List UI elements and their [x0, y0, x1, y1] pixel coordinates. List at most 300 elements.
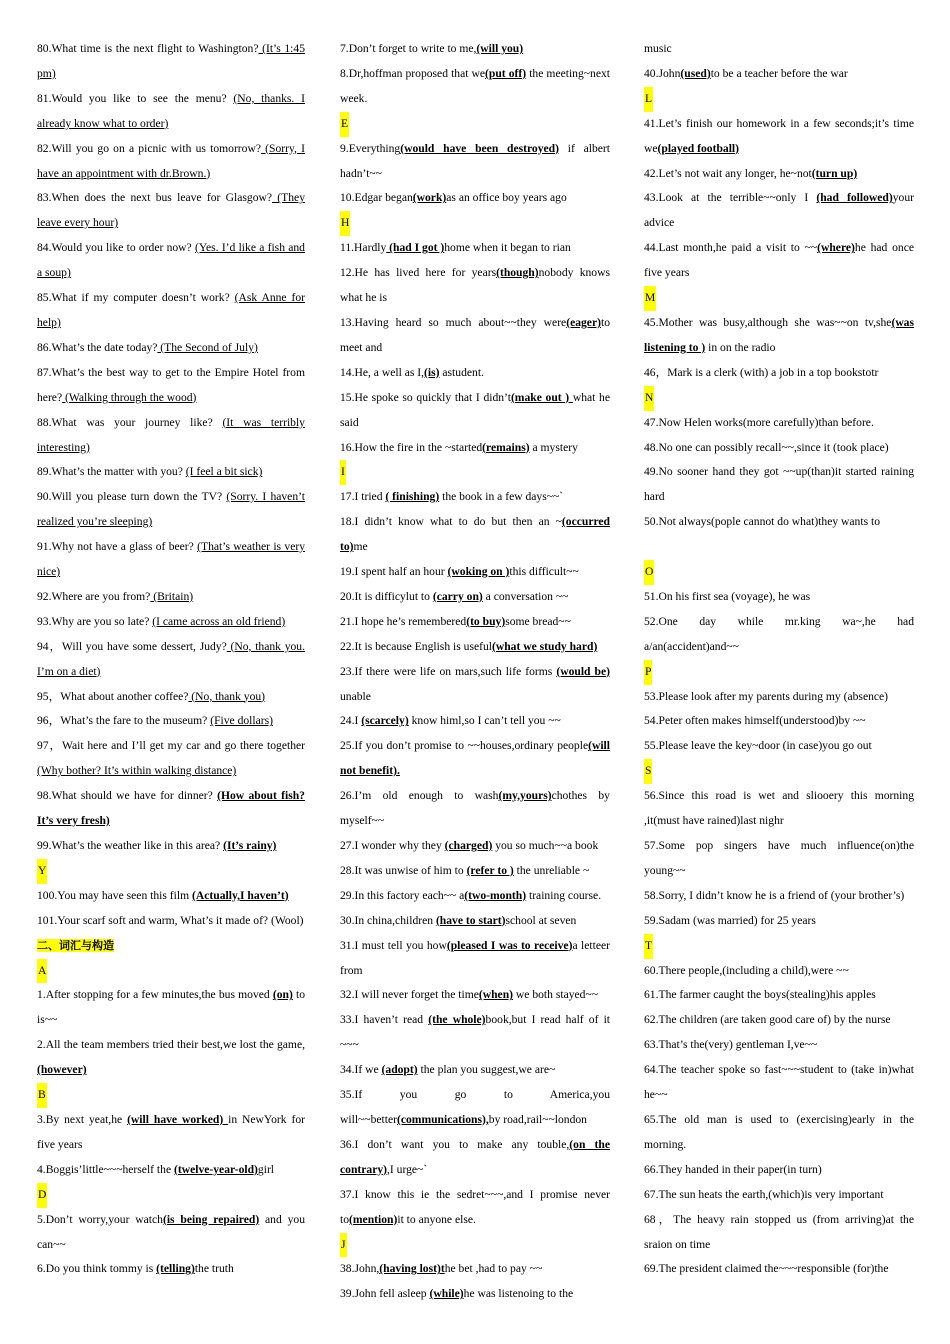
- question-item: [340, 236, 610, 261]
- answer-text: (communications),: [396, 1112, 489, 1126]
- question-text: 99.What’s the weather like in this area?: [37, 839, 224, 852]
- question-text: 49.No sooner hand they got ~~up(than)it started raining hard: [644, 465, 914, 504]
- question-text: 101.Your scarf soft and warm, What’s it made of? (Wool): [37, 913, 304, 927]
- question-item: [644, 1183, 914, 1208]
- question-text: book,but I read half of it ~~~: [340, 1013, 611, 1052]
- answer-text: (Actually,I haven’t): [192, 888, 289, 902]
- question-text: 23.If there were life on mars,such life forms: [340, 664, 557, 678]
- question-text: 36.I don’t want you to make any touble,: [340, 1137, 570, 1151]
- question-text: home when it began to rian: [444, 241, 571, 255]
- column-middle: [340, 37, 610, 1307]
- question-item: [340, 311, 610, 361]
- question-item: [340, 784, 610, 834]
- question-item: [37, 1158, 305, 1183]
- question-text: 69.The president claimed the~~~responsible (for)the: [644, 1262, 889, 1276]
- question-text: to is~~: [37, 988, 305, 1027]
- highlighted-letter: J: [340, 1233, 347, 1258]
- question-text: 59.Sadam (was married) for 25 years: [644, 913, 816, 927]
- question-item: [340, 62, 610, 112]
- question-item: [340, 510, 610, 560]
- highlighted-letter: D: [37, 1183, 47, 1208]
- answer-text: (Sorry, I have an appointment with dr.Brown.): [37, 141, 305, 180]
- question-item: [644, 311, 914, 361]
- question-text: 35.If you go to America,you will~~better: [340, 1088, 610, 1126]
- answer-text: (while): [429, 1287, 464, 1301]
- question-item: [644, 510, 914, 535]
- highlighted-letter: I: [340, 460, 346, 485]
- answer-text: (Five dollars): [210, 714, 274, 728]
- question-text: 48.No one can possibly recall~~,since it (took place): [644, 440, 889, 454]
- question-text: 9.Everything: [340, 141, 401, 155]
- question-text: 34.If we: [340, 1063, 382, 1077]
- question-text: me: [353, 540, 368, 554]
- question-text: 32.I will never forget the time: [340, 988, 479, 1002]
- question-text: a conversation ~~: [482, 589, 569, 603]
- section-letter: [340, 460, 610, 485]
- question-text: 28.It was unwise of him to: [340, 863, 467, 877]
- question-text: 65.The old man is used to (exercising)early in the morning.: [644, 1112, 914, 1151]
- answer-text: (having lost)t: [379, 1262, 445, 1276]
- question-text: and you can~~: [37, 1212, 305, 1251]
- question-text: 44.Last month,he paid a visit to ~~: [644, 241, 818, 255]
- answer-text: (How about fish? It’s very fresh): [37, 789, 305, 828]
- question-text: your advice: [644, 191, 914, 230]
- question-text: 82.Will you go on a picnic with us tomorrow?: [37, 141, 261, 155]
- section-letter: [644, 560, 914, 585]
- question-item: [340, 709, 610, 734]
- answer-text: ( finishing): [385, 490, 440, 504]
- question-item: [644, 709, 914, 734]
- question-item: [37, 784, 305, 834]
- answer-text: (scarcely): [361, 714, 409, 728]
- answer-text: (Why bother? It’s within walking distance): [37, 764, 237, 778]
- answer-text: (refer to ): [466, 863, 514, 877]
- question-text: unable: [340, 689, 371, 703]
- question-item: [340, 610, 610, 635]
- question-item: [37, 1108, 305, 1158]
- answer-text: (pleased I was to receive): [446, 938, 573, 952]
- question-item: [644, 610, 914, 660]
- question-item: [340, 137, 610, 187]
- section-letter: [644, 286, 914, 311]
- question-text: 7.Don’t forget to write to me,: [340, 42, 477, 55]
- answer-text: (The Second of July): [157, 340, 258, 354]
- question-item: [340, 734, 610, 784]
- answer-text: (No, thank you): [188, 689, 266, 703]
- question-text: in NewYork for five years: [37, 1112, 305, 1151]
- question-item: [37, 336, 305, 361]
- question-text: 20.It is difficylut to: [340, 589, 433, 603]
- question-text: 87.What’s the best way to get to the Empire Hotel from here?: [37, 365, 305, 404]
- answer-text: (to buy): [466, 614, 506, 628]
- highlighted-letter: P: [644, 660, 652, 685]
- section-letter: [340, 112, 610, 137]
- question-text: 13.Having heard so much about~~they were: [340, 315, 567, 329]
- question-text: 29.In this factory each~~ a: [340, 888, 465, 902]
- answer-text: (will not benefit).: [340, 739, 610, 778]
- answer-text: (remains): [482, 440, 530, 454]
- question-item: [644, 162, 914, 187]
- question-item: [37, 1033, 305, 1083]
- question-text: you so much~~a book: [492, 839, 599, 852]
- question-item: [340, 834, 610, 859]
- section-letter: [644, 660, 914, 685]
- question-item: [37, 37, 305, 87]
- question-item: [340, 1282, 610, 1307]
- question-text: he bet ,had to pay ~~: [444, 1262, 543, 1276]
- highlighted-letter: E: [340, 112, 349, 137]
- question-text: 19.I spent half an hour: [340, 565, 448, 579]
- question-item: [340, 884, 610, 909]
- highlighted-letter: M: [644, 286, 656, 311]
- question-text: 42.Let’s not wait any longer, he~not: [644, 166, 812, 180]
- answer-text: (is): [424, 365, 440, 379]
- question-text: nobody knows what he is: [340, 266, 610, 305]
- question-text: 33.I haven’t read: [340, 1013, 429, 1027]
- question-text: 81.Would you like to see the menu?: [37, 91, 234, 105]
- question-text: 26.I’m old enough to wash: [340, 789, 499, 803]
- answer-text: (would have been destroyed): [400, 141, 559, 155]
- question-item: [644, 361, 914, 386]
- question-item: [644, 1058, 914, 1108]
- question-text: 57.Some pop singers have much influence(on)the young~~: [644, 839, 914, 877]
- heading-text: 二、词汇与构造: [37, 938, 114, 952]
- question-item: [37, 411, 305, 461]
- section-letter: [37, 859, 305, 884]
- column-left: [37, 37, 305, 1282]
- question-item: [37, 87, 305, 137]
- answer-text: (where): [817, 241, 855, 255]
- section-letter: [340, 211, 610, 236]
- question-text: 55.Please leave the key~door (in case)you go out: [644, 739, 872, 753]
- question-item: [340, 1058, 610, 1083]
- question-item: [37, 460, 305, 485]
- answer-text: (two-month): [464, 888, 527, 902]
- question-item: [644, 37, 914, 62]
- question-item: [37, 137, 305, 187]
- answer-text: (mention): [349, 1212, 398, 1226]
- question-text: 54.Peter often makes himself(understood)by ~~: [644, 714, 866, 728]
- question-text: 66.They handed in their paper(in turn): [644, 1162, 822, 1176]
- question-item: [340, 436, 610, 461]
- answer-text: (on the contrary): [340, 1137, 610, 1176]
- question-item: [644, 1008, 914, 1033]
- question-item: [37, 834, 305, 859]
- section-letter: [37, 1083, 305, 1108]
- question-text: 95，What about another coffee?: [37, 689, 189, 703]
- question-text: 1.After stopping for a few minutes,the bus moved: [37, 988, 273, 1002]
- question-item: [644, 62, 914, 87]
- question-item: [340, 660, 610, 710]
- answer-text: (Sorry. I haven’t realized you’re sleeping): [37, 490, 305, 529]
- question-text: 90.Will you please turn down the TV?: [37, 490, 227, 504]
- question-item: [340, 983, 610, 1008]
- highlighted-letter: A: [37, 959, 47, 984]
- answer-text: (played football): [657, 141, 740, 155]
- answer-text: (however): [37, 1063, 87, 1077]
- question-item: [37, 361, 305, 411]
- question-item: [340, 934, 610, 984]
- answer-text: (when): [478, 988, 514, 1002]
- answer-text: (turn up): [811, 166, 858, 180]
- answer-text: (They leave every hour): [37, 191, 305, 230]
- question-text: 40.John: [644, 66, 681, 80]
- question-text: 86.What’s the date today?: [37, 340, 158, 354]
- question-item: [37, 635, 305, 685]
- section-letter: [37, 959, 305, 984]
- question-item: [340, 37, 610, 62]
- section-letter: [644, 934, 914, 959]
- question-item: [37, 286, 305, 336]
- question-item: [644, 909, 914, 934]
- question-item: [644, 734, 914, 759]
- question-item: [37, 884, 305, 909]
- question-text: 91.Why not have a glass of beer?: [37, 540, 198, 554]
- question-item: [644, 1158, 914, 1183]
- question-text: to be a teacher before the war: [710, 66, 848, 80]
- question-item: [37, 709, 305, 734]
- question-text: he had once five years: [644, 241, 914, 280]
- question-text: a letteer from: [340, 938, 611, 977]
- question-text: 88.What was your journey like?: [37, 415, 223, 429]
- question-item: [340, 1257, 610, 1282]
- answer-text: (would be): [556, 664, 610, 678]
- question-text: 92.Where are you from?: [37, 589, 151, 603]
- question-item: [37, 1257, 305, 1282]
- answer-text: (charged): [444, 839, 493, 852]
- answer-text: (occurred to): [340, 515, 610, 554]
- answer-text: (though): [496, 266, 539, 280]
- question-text: he was listenoing to the: [463, 1287, 574, 1301]
- question-text: as an office boy years ago: [446, 191, 567, 205]
- answer-text: (carry on): [432, 589, 483, 603]
- question-text: 39.John fell asleep: [340, 1287, 430, 1301]
- answer-text: (I came across an old friend): [152, 614, 286, 628]
- question-text: some bread~~: [505, 614, 571, 628]
- question-item: [340, 560, 610, 585]
- highlighted-letter: O: [644, 560, 654, 585]
- question-item: [340, 1083, 610, 1133]
- question-item: [37, 236, 305, 286]
- blank-line: [644, 535, 914, 560]
- question-text: 11.Hardly: [340, 241, 387, 255]
- question-text: 15.He spoke so quickly that I didn’t: [340, 390, 511, 404]
- question-item: [644, 784, 914, 834]
- question-text: 63.That’s the(very) gentleman I,ve~~: [644, 1038, 818, 1052]
- question-item: [644, 411, 914, 436]
- question-text: in on the radio: [705, 340, 776, 354]
- question-text: 85.What if my computer doesn’t work?: [37, 291, 235, 305]
- question-text: 89.What’s the matter with you?: [37, 465, 186, 479]
- question-text: it to anyone else.: [397, 1212, 476, 1226]
- question-text: a mystery: [529, 440, 578, 454]
- question-text: 41.Let’s finish our homework in a few seconds;it’s time we: [644, 116, 914, 155]
- question-text: 2.All the team members tried their best,we lost the game,: [37, 1038, 305, 1052]
- question-text: ,I urge~`: [387, 1162, 428, 1176]
- question-item: [37, 585, 305, 610]
- question-item: [644, 585, 914, 610]
- question-text: the book in a few days~~`: [439, 490, 564, 504]
- question-item: [644, 834, 914, 884]
- question-text: 5.Don’t worry,your watch: [37, 1212, 163, 1226]
- answer-text: (make out ): [510, 390, 573, 404]
- question-text: 98.What should we have for dinner?: [37, 789, 218, 803]
- question-text: 46，Mark is a clerk (with) a job in a top bookstotr: [644, 365, 879, 379]
- section-letter: [340, 1233, 610, 1258]
- answer-text: (have to start): [435, 913, 506, 927]
- section-letter: [644, 759, 914, 784]
- question-item: [644, 685, 914, 710]
- question-text: 93.Why are you so late?: [37, 614, 153, 628]
- question-text: 58.Sorry, I didn’t know he is a friend of (your brother’s): [644, 888, 905, 902]
- question-text: 14.He, a well as I,: [340, 365, 425, 379]
- question-item: [37, 983, 305, 1033]
- question-text: 4.Boggis’little~~~herself the: [37, 1162, 174, 1176]
- question-text: 30.In china,children: [340, 913, 436, 927]
- answer-text: (used): [680, 66, 711, 80]
- question-item: [340, 1133, 610, 1183]
- question-item: [37, 734, 305, 784]
- question-item: [37, 535, 305, 585]
- question-text: we both stayed~~: [513, 988, 599, 1002]
- question-text: 17.I tried: [340, 490, 386, 504]
- question-item: [644, 236, 914, 286]
- answer-text: (That’s weather is very nice): [37, 540, 305, 579]
- question-text: 24.I: [340, 714, 362, 728]
- question-text: 56.Since this road is wet and sliooery this morning ,it(must have rained)last nighr: [644, 789, 914, 828]
- question-text: 12.He has lived here for years: [340, 266, 497, 280]
- highlighted-letter: T: [644, 934, 653, 959]
- question-item: [37, 1208, 305, 1258]
- section-letter: [37, 1183, 305, 1208]
- highlighted-letter: L: [644, 87, 653, 112]
- question-item: [340, 261, 610, 311]
- question-text: this difficult~~: [509, 565, 579, 579]
- question-text: 27.I wonder why they: [340, 839, 445, 852]
- question-item: [644, 959, 914, 984]
- answer-text: (my,yours): [498, 789, 552, 803]
- question-text: if albert hadn’t~~: [340, 141, 610, 180]
- question-text: 18.I didn’t know what to do but then an ~: [340, 515, 562, 529]
- question-text: know himl,so I can’t tell you ~~: [408, 714, 561, 728]
- question-text: 31.I must tell you how: [340, 938, 447, 952]
- answer-text: (work): [412, 191, 447, 205]
- question-item: [340, 485, 610, 510]
- answer-text: (No, thank you. I’m on a diet): [37, 639, 306, 678]
- highlighted-letter: H: [340, 211, 350, 236]
- section-heading: [37, 934, 305, 959]
- question-text: the plan you suggest,we are~: [417, 1063, 556, 1077]
- answer-text: (had followed): [816, 191, 893, 205]
- question-item: [37, 186, 305, 236]
- question-text: girl: [257, 1162, 275, 1176]
- question-text: 53.Please look after my parents during my (absence): [644, 689, 889, 703]
- question-text: 38.John,: [340, 1262, 380, 1276]
- answer-text: (what we study hard): [491, 639, 598, 653]
- question-text: what he said: [340, 390, 610, 429]
- answer-text: (adopt): [381, 1063, 418, 1077]
- answer-text: (was listening to ): [644, 315, 914, 354]
- question-item: [340, 386, 610, 436]
- question-item: [340, 635, 610, 660]
- section-letter: [644, 87, 914, 112]
- answer-text: (It was terribly interesting): [37, 415, 305, 454]
- question-text: 22.It is because English is useful: [340, 639, 492, 653]
- question-text: 21.I hope he’s remembered: [340, 614, 467, 628]
- question-text: 96，What’s the fare to the museum?: [37, 714, 211, 728]
- question-text: 25.If you don’t promise to ~~houses,ordinary people: [340, 739, 589, 753]
- question-item: [644, 884, 914, 909]
- question-text: to meet and: [340, 315, 610, 354]
- question-item: [340, 859, 610, 884]
- highlighted-letter: N: [644, 386, 654, 411]
- question-item: [340, 1183, 610, 1233]
- question-text: music: [644, 42, 672, 55]
- question-item: [340, 1008, 610, 1058]
- answer-text: (No, thanks. I already know what to order): [37, 91, 305, 130]
- question-text: 62.The children (are taken good care of) by the nurse: [644, 1013, 891, 1027]
- column-right: [644, 37, 914, 1282]
- question-item: [644, 436, 914, 461]
- answer-text: (is being repaired): [162, 1212, 260, 1226]
- question-text: school at seven: [505, 913, 577, 927]
- answer-text: (It’s rainy): [223, 839, 277, 852]
- answer-text: (Yes. I’d like a fish and a soup): [37, 241, 305, 280]
- answer-text: (woking on ): [447, 565, 510, 579]
- question-text: the truth: [194, 1262, 234, 1276]
- question-item: [37, 485, 305, 535]
- question-text: 61.The farmer caught the boys(stealing)his apples: [644, 988, 876, 1002]
- question-item: [644, 983, 914, 1008]
- answer-text: (on): [272, 988, 293, 1002]
- question-text: 50.Not always(pople cannot do what)they wants to: [644, 515, 881, 529]
- question-text: 6.Do you think tommy is: [37, 1262, 157, 1276]
- answer-text: (put off): [485, 66, 527, 80]
- question-item: [340, 186, 610, 211]
- answer-text: (twelve-year-old): [174, 1162, 258, 1176]
- question-text: 8.Dr,hoffman proposed that we: [340, 66, 486, 80]
- question-item: [644, 1033, 914, 1058]
- answer-text: (the whole): [428, 1013, 486, 1027]
- question-text: 47.Now Helen works(more carefully)than before.: [644, 415, 874, 429]
- question-text: 60.There people,(including a child),were ~~: [644, 963, 849, 977]
- answer-text: (telling): [156, 1262, 195, 1276]
- question-text: 64.The teacher spoke so fast~~~student to (take in)what he~~: [644, 1063, 914, 1102]
- question-item: [37, 909, 305, 934]
- question-text: 80.What time is the next flight to Washington?: [37, 42, 259, 55]
- question-item: [340, 585, 610, 610]
- question-item: [340, 361, 610, 386]
- question-text: the unreliable ~: [513, 863, 590, 877]
- question-text: training course.: [526, 888, 602, 902]
- highlighted-letter: Y: [37, 859, 47, 884]
- question-item: [644, 460, 914, 510]
- question-item: [37, 685, 305, 710]
- section-letter: [644, 386, 914, 411]
- question-item: [37, 610, 305, 635]
- question-text: 3.By next yeat,he: [37, 1112, 128, 1126]
- answer-text: (Britain): [150, 589, 194, 603]
- question-item: [340, 909, 610, 934]
- answer-text: (eager): [566, 315, 601, 329]
- question-text: by road,rail~~london: [488, 1112, 587, 1126]
- question-item: [644, 112, 914, 162]
- question-text: 97，Wait here and I’ll get my car and go there together: [37, 739, 305, 753]
- question-item: [644, 1257, 914, 1282]
- question-text: 52.One day while mr.king wa~,he had a/an(accident)and~~: [644, 614, 914, 653]
- question-text: 83.When does the next bus leave for Glasgow?: [37, 191, 273, 205]
- question-text: 37.I know this ie the sedret~~~,and I promise never to: [340, 1187, 610, 1226]
